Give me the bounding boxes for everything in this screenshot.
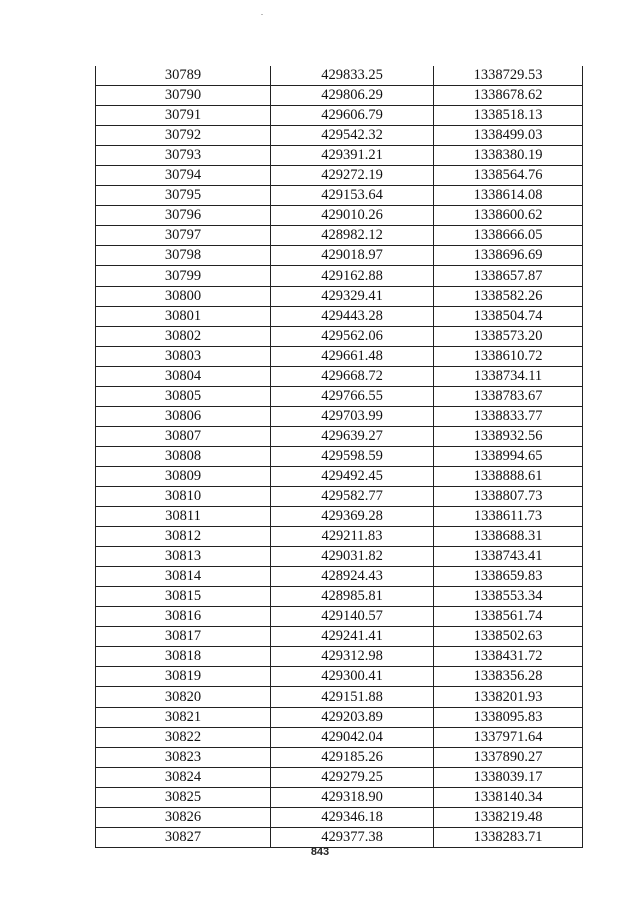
y-coordinate-cell: 1338573.20 xyxy=(434,326,583,346)
point-id-cell: 30791 xyxy=(96,106,271,126)
x-coordinate-cell: 429185.26 xyxy=(271,747,434,767)
table-row xyxy=(96,687,583,707)
y-coordinate-cell: 1337890.27 xyxy=(434,747,583,767)
x-coordinate-cell: 429377.38 xyxy=(271,827,434,847)
point-id-cell: 30813 xyxy=(96,547,271,567)
table-row xyxy=(96,146,583,166)
table-row xyxy=(96,386,583,406)
coordinates-table xyxy=(95,66,583,848)
y-coordinate-cell: 1338582.26 xyxy=(434,286,583,306)
x-coordinate-cell: 429562.06 xyxy=(271,326,434,346)
table-row xyxy=(96,66,583,86)
point-id-cell: 30799 xyxy=(96,266,271,286)
y-coordinate-cell: 1338564.76 xyxy=(434,166,583,186)
table-row xyxy=(96,787,583,807)
point-id-cell: 30793 xyxy=(96,146,271,166)
point-id-cell: 30796 xyxy=(96,206,271,226)
x-coordinate-cell: 429391.21 xyxy=(271,146,434,166)
y-coordinate-cell: 1338219.48 xyxy=(434,807,583,827)
table-row xyxy=(96,807,583,827)
x-coordinate-cell: 429241.41 xyxy=(271,627,434,647)
point-id-cell: 30814 xyxy=(96,567,271,587)
table-row xyxy=(96,727,583,747)
page-number: 843 xyxy=(310,846,330,858)
table-row xyxy=(96,406,583,426)
y-coordinate-cell: 1338888.61 xyxy=(434,466,583,486)
x-coordinate-cell: 429598.59 xyxy=(271,446,434,466)
table-row xyxy=(96,286,583,306)
x-coordinate-cell: 429151.88 xyxy=(271,687,434,707)
y-coordinate-cell: 1338833.77 xyxy=(434,406,583,426)
y-coordinate-cell: 1338734.11 xyxy=(434,366,583,386)
x-coordinate-cell: 429606.79 xyxy=(271,106,434,126)
x-coordinate-cell: 429806.29 xyxy=(271,86,434,106)
table-row xyxy=(96,106,583,126)
x-coordinate-cell: 429639.27 xyxy=(271,426,434,446)
point-id-cell: 30806 xyxy=(96,406,271,426)
x-coordinate-cell: 429031.82 xyxy=(271,547,434,567)
point-id-cell: 30818 xyxy=(96,647,271,667)
x-coordinate-cell: 429766.55 xyxy=(271,386,434,406)
point-id-cell: 30816 xyxy=(96,607,271,627)
y-coordinate-cell: 1338659.83 xyxy=(434,567,583,587)
x-coordinate-cell: 429140.57 xyxy=(271,607,434,627)
table-row xyxy=(96,166,583,186)
x-coordinate-cell: 429211.83 xyxy=(271,527,434,547)
x-coordinate-cell: 429300.41 xyxy=(271,667,434,687)
x-coordinate-cell: 429272.19 xyxy=(271,166,434,186)
point-id-cell: 30792 xyxy=(96,126,271,146)
y-coordinate-cell: 1338039.17 xyxy=(434,767,583,787)
x-coordinate-cell: 429329.41 xyxy=(271,286,434,306)
x-coordinate-cell: 429582.77 xyxy=(271,486,434,506)
y-coordinate-cell: 1338518.13 xyxy=(434,106,583,126)
x-coordinate-cell: 429162.88 xyxy=(271,266,434,286)
y-coordinate-cell: 1338561.74 xyxy=(434,607,583,627)
table-row xyxy=(96,747,583,767)
y-coordinate-cell: 1338807.73 xyxy=(434,486,583,506)
y-coordinate-cell: 1338283.71 xyxy=(434,827,583,847)
y-coordinate-cell: 1338502.63 xyxy=(434,627,583,647)
point-id-cell: 30820 xyxy=(96,687,271,707)
y-coordinate-cell: 1338356.28 xyxy=(434,667,583,687)
point-id-cell: 30808 xyxy=(96,446,271,466)
y-coordinate-cell: 1338696.69 xyxy=(434,246,583,266)
point-id-cell: 30815 xyxy=(96,587,271,607)
coordinates-table-body xyxy=(96,66,583,847)
table-row xyxy=(96,186,583,206)
table-row xyxy=(96,607,583,627)
y-coordinate-cell: 1338431.72 xyxy=(434,647,583,667)
point-id-cell: 30811 xyxy=(96,507,271,527)
table-row xyxy=(96,126,583,146)
table-row xyxy=(96,86,583,106)
x-coordinate-cell: 429153.64 xyxy=(271,186,434,206)
x-coordinate-cell: 429346.18 xyxy=(271,807,434,827)
y-coordinate-cell: 1338666.05 xyxy=(434,226,583,246)
point-id-cell: 30803 xyxy=(96,346,271,366)
point-id-cell: 30789 xyxy=(96,66,271,86)
y-coordinate-cell: 1338932.56 xyxy=(434,426,583,446)
point-id-cell: 30795 xyxy=(96,186,271,206)
point-id-cell: 30809 xyxy=(96,466,271,486)
table-row xyxy=(96,446,583,466)
x-coordinate-cell: 429668.72 xyxy=(271,366,434,386)
y-coordinate-cell: 1338201.93 xyxy=(434,687,583,707)
table-row xyxy=(96,306,583,326)
y-coordinate-cell: 1338504.74 xyxy=(434,306,583,326)
x-coordinate-cell: 429203.89 xyxy=(271,707,434,727)
y-coordinate-cell: 1338140.34 xyxy=(434,787,583,807)
table-row xyxy=(96,326,583,346)
x-coordinate-cell: 428982.12 xyxy=(271,226,434,246)
point-id-cell: 30802 xyxy=(96,326,271,346)
table-row xyxy=(96,567,583,587)
table-row xyxy=(96,206,583,226)
x-coordinate-cell: 429042.04 xyxy=(271,727,434,747)
y-coordinate-cell: 1338600.62 xyxy=(434,206,583,226)
y-coordinate-cell: 1338657.87 xyxy=(434,266,583,286)
x-coordinate-cell: 428985.81 xyxy=(271,587,434,607)
point-id-cell: 30822 xyxy=(96,727,271,747)
point-id-cell: 30817 xyxy=(96,627,271,647)
y-coordinate-cell: 1338614.08 xyxy=(434,186,583,206)
point-id-cell: 30825 xyxy=(96,787,271,807)
y-coordinate-cell: 1337971.64 xyxy=(434,727,583,747)
x-coordinate-cell: 429443.28 xyxy=(271,306,434,326)
point-id-cell: 30805 xyxy=(96,386,271,406)
table-row xyxy=(96,647,583,667)
table-row xyxy=(96,827,583,847)
x-coordinate-cell: 429369.28 xyxy=(271,507,434,527)
x-coordinate-cell: 429018.97 xyxy=(271,246,434,266)
table-row xyxy=(96,246,583,266)
x-coordinate-cell: 429318.90 xyxy=(271,787,434,807)
table-row xyxy=(96,226,583,246)
point-id-cell: 30824 xyxy=(96,767,271,787)
point-id-cell: 30804 xyxy=(96,366,271,386)
y-coordinate-cell: 1338095.83 xyxy=(434,707,583,727)
point-id-cell: 30826 xyxy=(96,807,271,827)
table-row xyxy=(96,527,583,547)
y-coordinate-cell: 1338610.72 xyxy=(434,346,583,366)
table-row xyxy=(96,767,583,787)
point-id-cell: 30801 xyxy=(96,306,271,326)
point-id-cell: 30797 xyxy=(96,226,271,246)
y-coordinate-cell: 1338499.03 xyxy=(434,126,583,146)
x-coordinate-cell: 429279.25 xyxy=(271,767,434,787)
x-coordinate-cell: 429833.25 xyxy=(271,66,434,86)
table-row xyxy=(96,426,583,446)
table-row xyxy=(96,587,583,607)
y-coordinate-cell: 1338380.19 xyxy=(434,146,583,166)
point-id-cell: 30810 xyxy=(96,486,271,506)
table-row xyxy=(96,486,583,506)
point-id-cell: 30807 xyxy=(96,426,271,446)
scan-speck xyxy=(261,14,263,15)
y-coordinate-cell: 1338743.41 xyxy=(434,547,583,567)
y-coordinate-cell: 1338678.62 xyxy=(434,86,583,106)
point-id-cell: 30800 xyxy=(96,286,271,306)
y-coordinate-cell: 1338611.73 xyxy=(434,507,583,527)
table-row xyxy=(96,266,583,286)
y-coordinate-cell: 1338994.65 xyxy=(434,446,583,466)
point-id-cell: 30827 xyxy=(96,827,271,847)
table-row xyxy=(96,627,583,647)
y-coordinate-cell: 1338729.53 xyxy=(434,66,583,86)
y-coordinate-cell: 1338783.67 xyxy=(434,386,583,406)
table-row xyxy=(96,667,583,687)
x-coordinate-cell: 429312.98 xyxy=(271,647,434,667)
point-id-cell: 30823 xyxy=(96,747,271,767)
table-row xyxy=(96,507,583,527)
x-coordinate-cell: 429492.45 xyxy=(271,466,434,486)
x-coordinate-cell: 428924.43 xyxy=(271,567,434,587)
y-coordinate-cell: 1338553.34 xyxy=(434,587,583,607)
point-id-cell: 30819 xyxy=(96,667,271,687)
point-id-cell: 30798 xyxy=(96,246,271,266)
x-coordinate-cell: 429010.26 xyxy=(271,206,434,226)
x-coordinate-cell: 429542.32 xyxy=(271,126,434,146)
table-row xyxy=(96,466,583,486)
point-id-cell: 30790 xyxy=(96,86,271,106)
table-row xyxy=(96,707,583,727)
x-coordinate-cell: 429703.99 xyxy=(271,406,434,426)
table-row xyxy=(96,366,583,386)
point-id-cell: 30794 xyxy=(96,166,271,186)
table-row xyxy=(96,346,583,366)
point-id-cell: 30821 xyxy=(96,707,271,727)
point-id-cell: 30812 xyxy=(96,527,271,547)
table-row xyxy=(96,547,583,567)
x-coordinate-cell: 429661.48 xyxy=(271,346,434,366)
y-coordinate-cell: 1338688.31 xyxy=(434,527,583,547)
